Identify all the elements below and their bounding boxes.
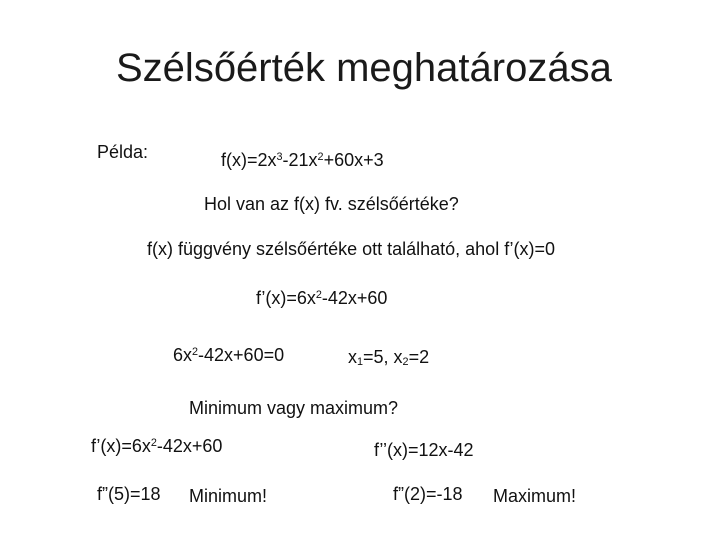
root-var: x [393,347,403,367]
function-part: +60x+3 [323,150,384,170]
result-maximum: Maximum! [493,486,577,506]
root-value: =5, [363,347,394,367]
root-subscript: 2 [402,356,409,369]
derivative-part: -42x+60 [156,436,223,456]
function-exponent: 2 [317,151,324,164]
derivative-part: f’(x)=6x [256,288,316,308]
derivative-part: -42x+60 [321,288,388,308]
first-derivative [256,289,387,307]
function-definition [221,151,384,169]
second-derivative: f’’(x)=12x-42 [374,440,474,460]
second-derivative-at-2: f”(2)=-18 [393,484,463,504]
result-minimum: Minimum! [189,486,268,506]
derivative-part: f’(x)=6x [91,436,151,456]
equation-exponent: 2 [192,346,199,359]
example-label: Példa: [97,142,149,162]
root-var: x [348,347,357,367]
function-exponent: 3 [276,151,283,164]
extremum-condition: f(x) függvény szélsőértéke ott található, ahol f’(x)=0 [147,239,556,259]
function-part: f(x)=2x [221,150,277,170]
derivative-equation [173,346,284,364]
slide-title: Szélsőérték meghatározása [116,46,612,90]
extremum-question: Hol van az f(x) fv. szélsőértéke? [204,194,459,214]
derivative-exponent: 2 [315,289,322,302]
root-subscript: 1 [357,356,364,369]
equation-roots [348,347,430,369]
second-derivative-at-5: f”(5)=18 [97,484,161,504]
min-max-question: Minimum vagy maximum? [189,398,399,418]
function-part: -21x [282,150,318,170]
derivative-exponent: 2 [150,437,157,450]
first-derivative-repeat [91,437,222,455]
equation-part: -42x+60=0 [198,345,285,365]
equation-part: 6x [173,345,193,365]
root-value: =2 [408,347,430,367]
